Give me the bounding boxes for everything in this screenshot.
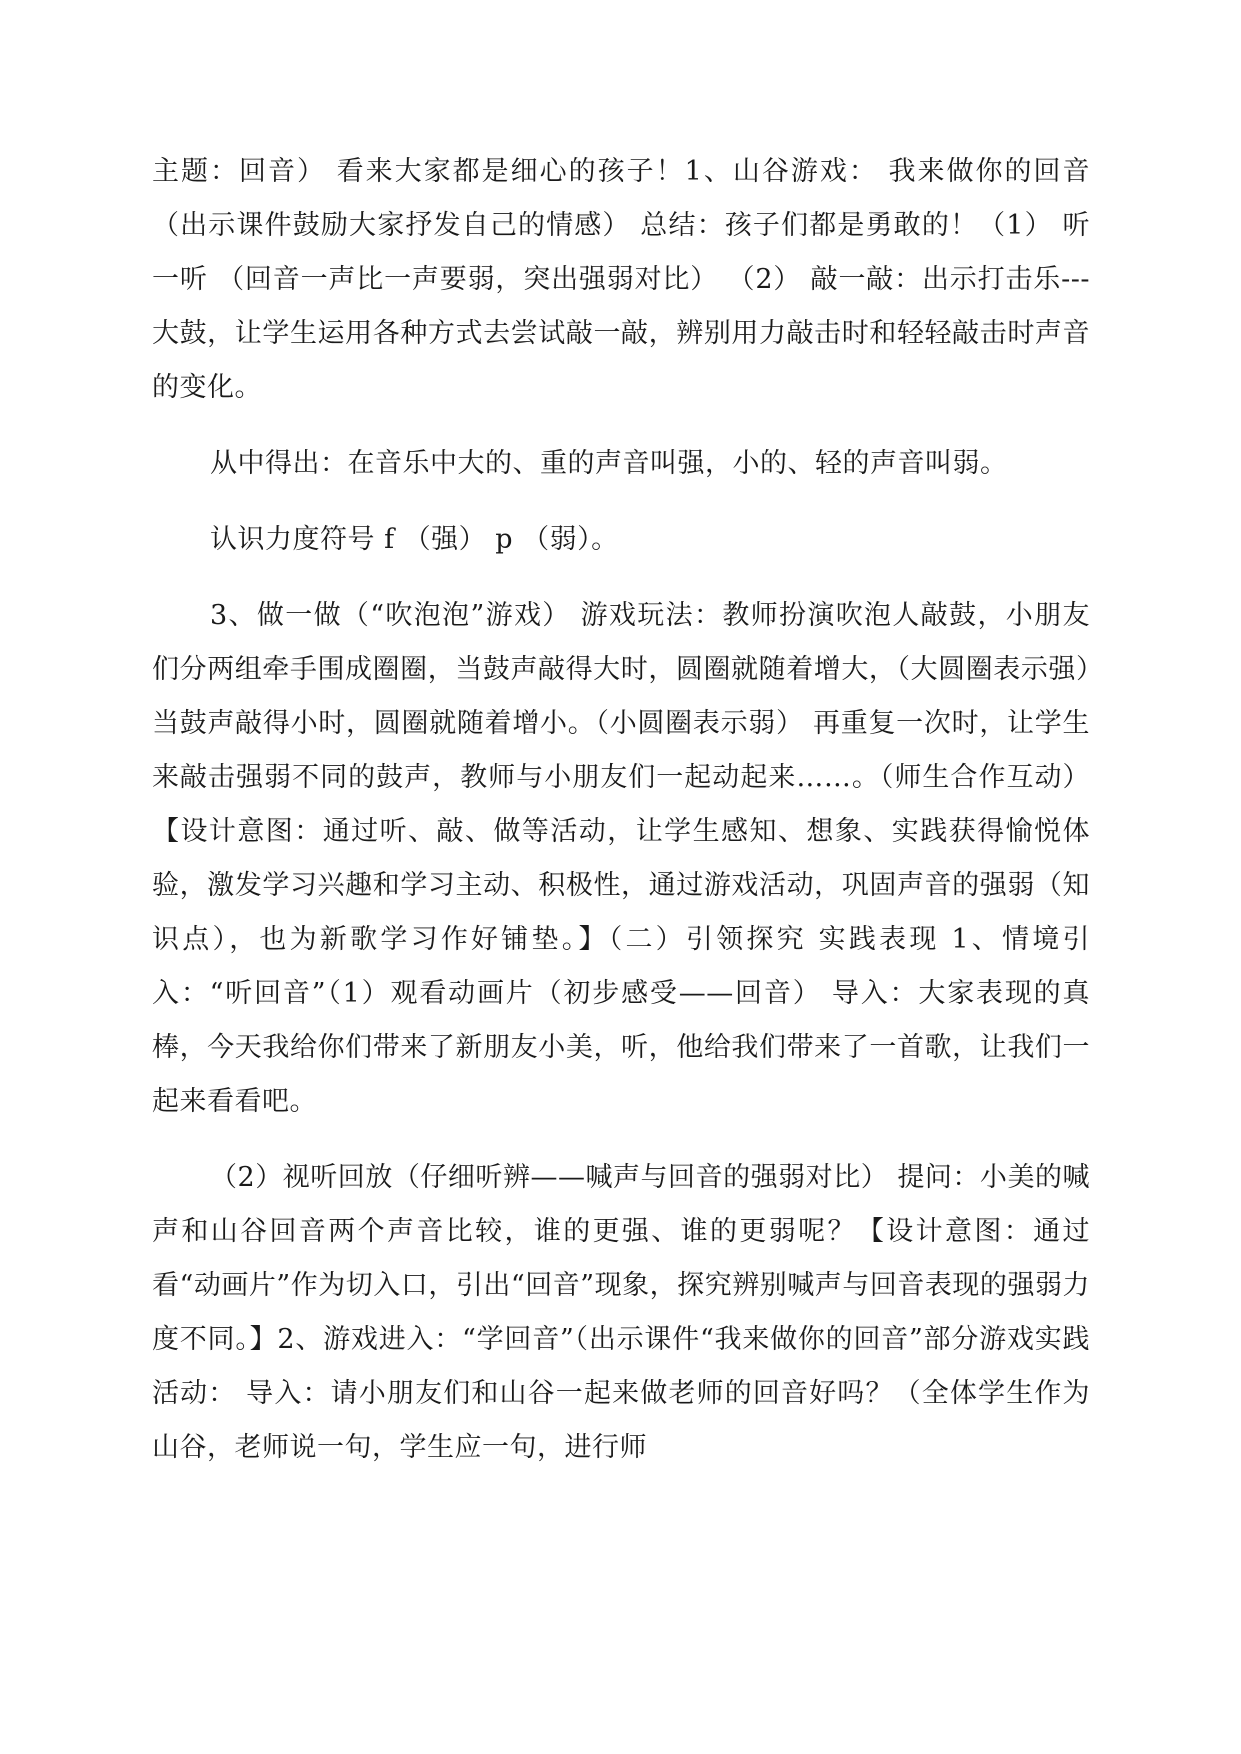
paragraph-bubble-game: 3、做一做（“吹泡泡”游戏） 游戏玩法：教师扮演吹泡人敲鼓，小朋友们分两组牵手围成圈圈，当鼓声敲得大时，圆圈就随着增大，（大圆圈表示强）当鼓声敲得小时，圆圈就随着增小。（小圆圈表示弱） 再重复一次时，让学生来敲击强弱不同的鼓声，教师与小朋友们一起动起来……。（师生合作互动） 【设计意图：通过听、敲、做等活动，让学生感知、想象、实践获得愉悦体验，激发学习兴趣和学习主动、积极性，通过游戏活动，巩固声音的强弱（知识点），也为新歌学习作好铺垫。】（二）引领探究 实践表现 1、情境引入：“听回音”（1）观看动画片（初步感受——回音） 导入：大家表现的真棒，今天我给你们带来了新朋友小美，听，他给我们带来了一首歌，让我们一起来看看吧。 [152, 600, 1090, 1117]
paragraph-video-replay: （2）视听回放（仔细听辨——喊声与回音的强弱对比） 提问：小美的喊声和山谷回音两个声音比较，谁的更强、谁的更弱呢？【设计意图：通过看“动画片”作为切入口，引出“回音”现象，探究辨别喊声与回音表现的强弱力度不同。】2、游戏进入：“学回音”（出示课件“我来做你的回音”部分游戏实践活动： 导入：请小朋友们和山谷一起来做老师的回音好吗？（全体学生作为山谷，老师说一句，学生应一句，进行师 [152, 1162, 1090, 1463]
paragraph-conclusion: 从中得出：在音乐中大的、重的声音叫强，小的、轻的声音叫弱。 [210, 448, 1008, 479]
paragraph-dynamics-symbols: 认识力度符号 f （强） p （弱）。 [210, 524, 619, 555]
paragraph-gap [152, 491, 1090, 513]
paragraph-gap [152, 567, 1090, 589]
document-body [152, 145, 1090, 1475]
paragraph-gap [152, 1129, 1090, 1151]
paragraph-gap [152, 415, 1090, 437]
paragraph-activity-echo-game: 主题：回音） 看来大家都是细心的孩子！1、山谷游戏： 我来做你的回音（出示课件鼓励大家抒发自己的情感） 总结：孩子们都是勇敢的！（1） 听一听 （回音一声比一声要弱，突出强弱对比） （2） 敲一敲：出示打击乐---大鼓，让学生运用各种方式去尝试敲一敲，辨别用力敲击时和轻轻敲击时声音的变化。 [152, 156, 1090, 403]
